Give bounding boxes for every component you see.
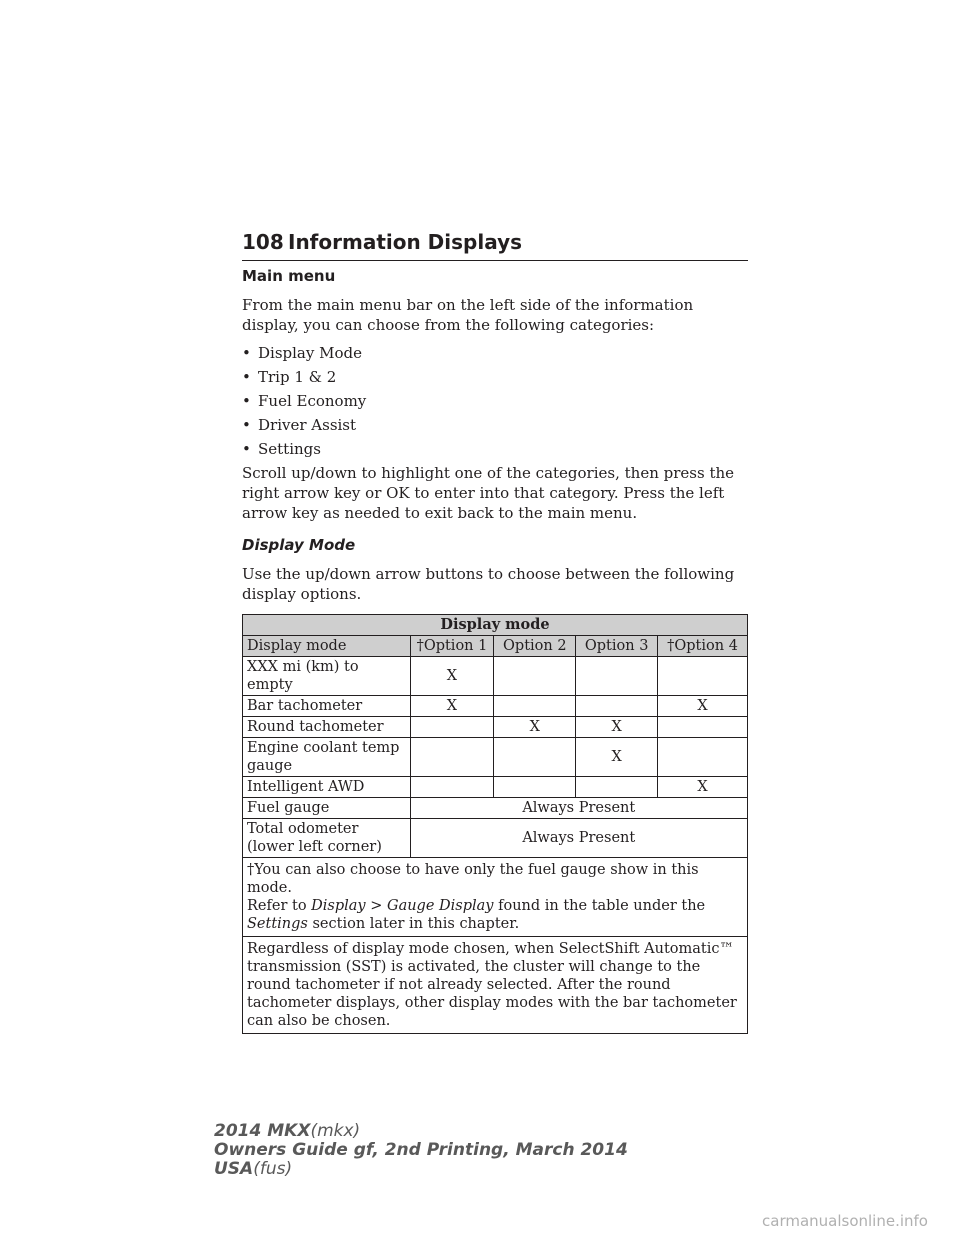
column-header: †Option 4 — [658, 636, 748, 657]
column-header: Display mode — [243, 636, 411, 657]
page-footer — [214, 1122, 628, 1179]
table-row — [243, 738, 748, 777]
list-item: • Trip 1 & 2 — [242, 367, 748, 387]
list-item: • Settings — [242, 439, 748, 459]
chapter-title: Information Displays — [288, 230, 523, 254]
table-row — [243, 717, 748, 738]
table-title: Display mode — [243, 615, 748, 636]
table-cell: X — [410, 657, 494, 696]
table-cell: X — [576, 738, 658, 777]
note-found: found in the table under the — [498, 898, 706, 914]
table-note-fuel-gauge — [243, 858, 748, 937]
table-header-row — [243, 636, 748, 657]
note-line: †You can also choose to have only the fuel gauge show in this mode. — [247, 862, 699, 896]
row-label: Fuel gauge — [243, 798, 411, 819]
table-cell: X — [658, 777, 748, 798]
list-item: • Display Mode — [242, 343, 748, 363]
page-number: 108 — [242, 230, 284, 254]
table-cell: X — [494, 717, 576, 738]
display-mode-intro: Use the up/down arrow buttons to choose between the following display options. — [242, 565, 735, 603]
display-mode-heading: Display Mode — [242, 536, 356, 554]
table-cell — [494, 657, 576, 696]
row-label: Bar tachometer — [243, 696, 411, 717]
row-label: XXX mi (km) to empty — [243, 657, 411, 696]
list-item: • Fuel Economy — [242, 391, 748, 411]
note-path: Display > Gauge Display — [311, 898, 494, 914]
watermark: carmanualsonline.info — [762, 1212, 928, 1230]
row-label: Total odometer (lower left corner) — [243, 819, 411, 858]
table-cell — [576, 657, 658, 696]
table-cell — [494, 738, 576, 777]
table-cell — [410, 738, 494, 777]
table-cell: X — [410, 696, 494, 717]
table-row — [243, 657, 748, 696]
table-cell — [494, 777, 576, 798]
row-label: Intelligent AWD — [243, 777, 411, 798]
table-row — [243, 696, 748, 717]
table-note-row — [243, 937, 748, 1034]
table-note-sst: Regardless of display mode chosen, when SelectShift Automatic™ transmission (SST) is activated, the cluster will change to the round tachometer if not already selected. After the round tachometer displays, other display modes with the bar tachometer can also be chosen. — [243, 937, 748, 1034]
table-cell: X — [658, 696, 748, 717]
footer-model: 2014 MKX — [214, 1121, 311, 1141]
page-header — [242, 228, 748, 261]
note-rest: section later in this chapter. — [312, 916, 520, 932]
table-cell: Always Present — [410, 798, 747, 819]
column-header: Option 2 — [494, 636, 576, 657]
table-cell — [658, 657, 748, 696]
note-settings: Settings — [247, 916, 308, 932]
footer-guide: Owners Guide gf, 2nd Printing, March 2014 — [214, 1140, 628, 1160]
column-header: Option 3 — [576, 636, 658, 657]
table-cell — [658, 717, 748, 738]
footer-model-code: (mkx) — [310, 1121, 361, 1141]
list-item: • Driver Assist — [242, 415, 748, 435]
row-label: Round tachometer — [243, 717, 411, 738]
column-header: †Option 1 — [410, 636, 494, 657]
table-cell — [410, 717, 494, 738]
table-row — [243, 798, 748, 819]
table-cell — [576, 696, 658, 717]
main-menu-heading: Main menu — [242, 267, 336, 285]
table-row — [243, 777, 748, 798]
table-cell: X — [576, 717, 658, 738]
table-cell — [658, 738, 748, 777]
footer-country: USA — [214, 1159, 254, 1179]
row-label: Engine coolant temp gauge — [243, 738, 411, 777]
table-cell: Always Present — [410, 819, 747, 858]
category-list — [242, 343, 748, 459]
table-note-row — [243, 858, 748, 937]
table-cell — [494, 696, 576, 717]
page-content — [242, 266, 748, 1034]
note-refer: Refer to — [247, 898, 307, 914]
display-mode-table — [242, 614, 748, 1034]
table-row — [243, 819, 748, 858]
table-cell — [576, 777, 658, 798]
main-menu-instructions: Scroll up/down to highlight one of the categories, then press the right arrow key or OK to enter into that category. Press the left arrow key as needed to exit back to the main menu. — [242, 464, 735, 522]
table-cell — [410, 777, 494, 798]
main-menu-intro: From the main menu bar on the left side of the information display, you can choose from the following categories: — [242, 296, 694, 334]
footer-country-code: (fus) — [253, 1159, 293, 1179]
